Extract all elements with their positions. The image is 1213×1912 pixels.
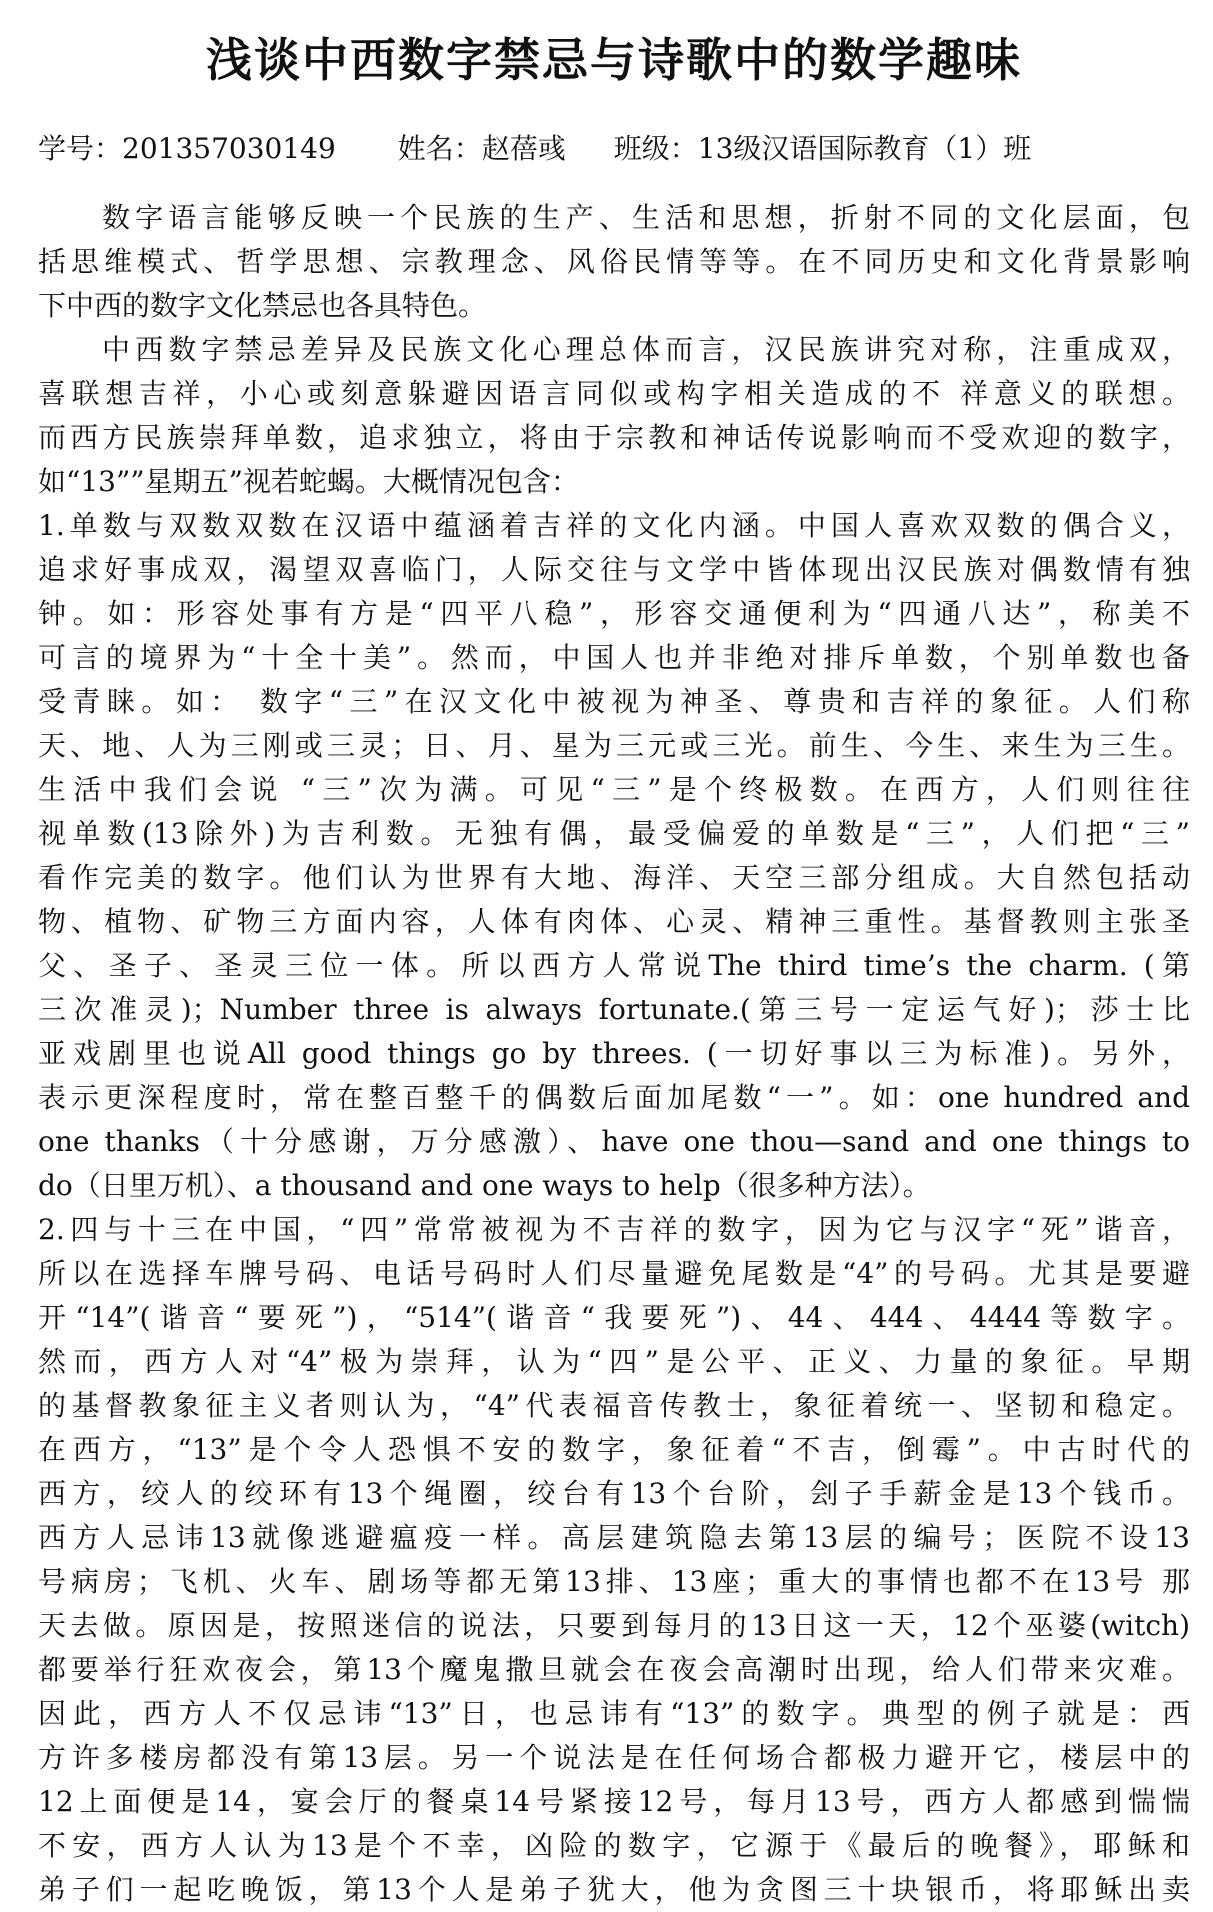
text-line: 钟。如：形容处事有方是“四平八稳”，形容交通便利为“四通八达”，称美不 (38, 597, 1190, 630)
text-line: 视单数(13除外)为吉利数。无独有偶，最受偏爱的单数是“三”，人们把“三” (38, 817, 1190, 850)
text-line: 数字语言能够反映一个民族的生产、生活和思想，折射不同的文化层面，包 (102, 201, 1190, 234)
text-line: 天、地、人为三刚或三灵；日、月、星为三元或三光。前生、今生、来生为三生。 (38, 729, 1190, 762)
text-line: 受青睐。如： 数字“三”在汉文化中被视为神圣、尊贵和吉祥的象征。人们称 (38, 685, 1190, 718)
text-line: 可言的境界为“十全十美”。然而，中国人也并非绝对排斥单数，个别单数也备 (38, 641, 1190, 674)
text-line: 开“14”(谐音“要死”)，“514”(谐音“我要死”)、44、444、4444等数字。 (38, 1301, 1190, 1334)
text-line: 喜联想吉祥，小心或刻意躲避因语言同似或构字相关造成的不 祥意义的联想。 (38, 377, 1190, 410)
text-line: 不安，西方人认为13是个不幸，凶险的数字，它源于《最后的晚餐》，耶稣和 (38, 1829, 1190, 1862)
text-line: 亚戏剧里也说All good things go by threes. (一切好事以三为标准)。另外， (38, 1037, 1190, 1070)
text-line: 表示更深程度时，常在整百整千的偶数后面加尾数“一”。如：one hundred and (38, 1081, 1190, 1114)
text-line: do（日里万机）、a thousand and one ways to help（很多种方法）。 (38, 1169, 931, 1202)
author-info-line (38, 129, 1190, 169)
text-line: 中西数字禁忌差异及民族文化心理总体而言，汉民族讲究对称，注重成双， (102, 333, 1190, 366)
text-line: 弟子们一起吃晚饭，第13个人是弟子犹大，他为贪图三十块银币，将耶稣出卖 (38, 1873, 1190, 1906)
document-title: 浅谈中西数字禁忌与诗歌中的数学趣味 (206, 33, 1022, 87)
text-line: one thanks（十分感谢，万分感激）、have one thou—sand and one things to (38, 1125, 1190, 1158)
text-line: 物、植物、矿物三方面内容，人体有肉体、心灵、精神三重性。基督教则主张圣 (38, 905, 1190, 938)
document-page (38, 0, 1190, 1906)
text-line: 如“13””星期五”视若蛇蝎。大概情况包含： (38, 465, 579, 498)
text-line: 追求好事成双，渴望双喜临门，人际交往与文学中皆体现出汉民族对偶数情有独 (38, 553, 1190, 586)
text-line: 天去做。原因是，按照迷信的说法，只要到每月的13日这一天，12个巫婆(witch) (38, 1609, 1190, 1642)
text-line: 然而，西方人对“4”极为崇拜，认为“四”是公平、正义、力量的象征。早期 (38, 1345, 1190, 1378)
text-line: 三次准灵)；Number three is always fortunate.(第三号一定运气好)；莎士比 (38, 993, 1190, 1026)
text-line: 所以在选择车牌号码、电话号码时人们尽量避免尾数是“4”的号码。尤其是要避 (38, 1257, 1190, 1290)
text-line: 都要举行狂欢夜会，第13个魔鬼撒旦就会在夜会高潮时出现，给人们带来灾难。 (38, 1653, 1190, 1686)
text-line: 号病房；飞机、火车、剧场等都无第13排、13座；重大的事情也都不在13号 那 (38, 1565, 1190, 1598)
text-line: 看作完美的数字。他们认为世界有大地、海洋、天空三部分组成。大自然包括动 (38, 861, 1190, 894)
text-line: 2.四与十三在中国，“四”常常被视为不吉祥的数字，因为它与汉字“死”谐音， (38, 1213, 1190, 1246)
text-line: 父、圣子、圣灵三位一体。所以西方人常说The third time’s the charm. (第 (38, 949, 1190, 982)
student-name: 姓名：赵蓓彧 (397, 132, 566, 165)
text-line: 生活中我们会说 “三”次为满。可见“三”是个终极数。在西方，人们则往往 (38, 773, 1190, 806)
text-line: 的基督教象征主义者则认为，“4”代表福音传教士，象征着统一、坚韧和稳定。 (38, 1389, 1190, 1422)
text-line: 下中西的数字文化禁忌也各具特色。 (38, 289, 487, 322)
text-line: 因此，西方人不仅忌讳“13”日，也忌讳有“13”的数字。典型的例子就是：西 (38, 1697, 1190, 1730)
text-line: 方许多楼房都没有第13层。另一个说法是在任何场合都极力避开它，楼层中的 (38, 1741, 1190, 1774)
text-line: 12上面便是14，宴会厅的餐桌14号紧接12号，每月13号，西方人都感到惴惴 (38, 1785, 1190, 1818)
document-body (38, 196, 1190, 1912)
text-line: 而西方民族崇拜单数，追求独立，将由于宗教和神话传说影响而不受欢迎的数字， (38, 421, 1190, 454)
text-line: 西方，绞人的绞环有13个绳圈，绞台有13个台阶，刽子手薪金是13个钱币。 (38, 1477, 1190, 1510)
text-line: 在西方，“13”是个令人恐惧不安的数字，象征着“不吉，倒霉”。中古时代的 (38, 1433, 1190, 1466)
text-line: 括思维模式、哲学思想、宗教理念、风俗民情等等。在不同历史和文化背景影响 (38, 245, 1190, 278)
text-line: 1.单数与双数双数在汉语中蕴涵着吉祥的文化内涵。中国人喜欢双数的偶合义， (38, 509, 1190, 542)
text-line: 西方人忌讳13就像逃避瘟疫一样。高层建筑隐去第13层的编号；医院不设13 (38, 1521, 1190, 1554)
student-class: 班级：13级汉语国际教育（1）班 (613, 132, 1032, 165)
student-id: 学号：201357030149 (38, 132, 336, 165)
